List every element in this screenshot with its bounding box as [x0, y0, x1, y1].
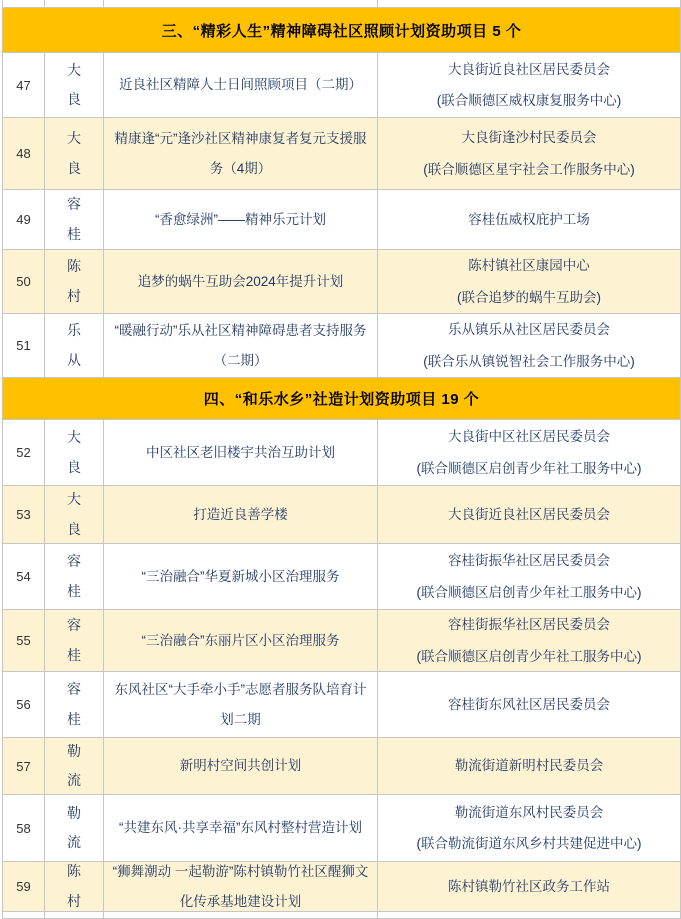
project-cell	[104, 53, 378, 117]
org-name: 容桂伍威权庇护工场	[468, 211, 590, 227]
org-partner: (联合乐从镇锐智社会工作服务中心)	[423, 353, 635, 369]
project-name: 中区社区老旧楼宇共治互助计划	[146, 444, 335, 460]
project-cell	[104, 795, 378, 861]
table-row	[3, 53, 681, 118]
org-cell	[378, 190, 681, 249]
district-cell	[45, 118, 104, 189]
district-label: 陈村	[67, 258, 81, 304]
project-name: “三治融合”东丽片区小区治理服务	[141, 632, 340, 648]
district-label: 大良	[67, 61, 81, 107]
org-name: 乐从镇乐从社区居民委员会	[448, 322, 610, 338]
org-partner: (联合顺德区启创青少年社工服务中心)	[416, 648, 642, 664]
district-label: 大良	[67, 429, 81, 475]
org-cell	[378, 420, 681, 485]
table-row	[3, 544, 681, 610]
district-cell	[45, 314, 104, 377]
project-name: 新明村空间共创计划	[179, 758, 302, 774]
row-number-cell: 49	[3, 190, 45, 249]
section-header-row	[3, 378, 681, 420]
org-cell	[378, 610, 681, 671]
project-name: 打造近良善学楼	[193, 506, 288, 522]
project-cell	[104, 672, 378, 737]
partial-row-bottom	[3, 912, 681, 919]
org-name: 大良街近良社区居民委员会	[448, 61, 610, 77]
project-name: 近良社区精障人士日间照顾项目（二期）	[119, 77, 362, 93]
district-cell	[45, 0, 104, 7]
district-cell	[45, 738, 104, 794]
project-name: 东风社区“大手牵小手”志愿者服务队培育计划二期	[114, 682, 367, 727]
district-label: 勒流	[67, 742, 81, 788]
project-cell	[104, 544, 378, 609]
partial-row-top	[3, 0, 681, 8]
section-header-row	[3, 8, 681, 53]
row-number-cell: 48	[3, 118, 45, 189]
district-cell	[45, 862, 104, 911]
district-label: 勒流	[67, 804, 81, 850]
org-partner: (联合追梦的蜗牛互助会)	[457, 289, 601, 305]
project-cell	[104, 912, 378, 918]
org-cell	[378, 250, 681, 313]
table-row	[3, 795, 681, 862]
project-cell	[104, 0, 378, 7]
row-number-cell: 53	[3, 486, 45, 543]
org-name: 容桂街振华社区居民委员会	[448, 553, 610, 569]
org-cell	[378, 53, 681, 117]
table-row	[3, 862, 681, 912]
row-number-cell	[3, 0, 45, 7]
district-cell	[45, 544, 104, 609]
row-number-cell: 51	[3, 314, 45, 377]
district-label: 陈村	[67, 863, 81, 909]
org-partner: (联合顺德区星宇社会工作服务中心)	[423, 161, 635, 177]
org-cell	[378, 795, 681, 861]
org-name: 容桂街东风社区居民委员会	[448, 696, 610, 712]
table-row	[3, 672, 681, 738]
district-label: 大良	[67, 130, 81, 176]
org-cell	[378, 544, 681, 609]
org-partner: (联合顺德区威权康复服务中心)	[436, 93, 622, 108]
org-name: 勒流街道东风村民委员会	[454, 804, 604, 820]
org-name: 容桂街振华社区居民委员会	[448, 617, 610, 633]
org-cell	[378, 738, 681, 794]
project-name: “暖融行动”乐从社区精神障碍患者支持服务（二期）	[114, 323, 367, 368]
org-cell	[378, 0, 681, 7]
project-cell	[104, 610, 378, 671]
district-cell	[45, 190, 104, 249]
table-row	[3, 486, 681, 544]
district-cell	[45, 53, 104, 117]
org-partner: (联合顺德区启创青少年社工服务中心)	[416, 460, 642, 476]
org-cell	[378, 314, 681, 377]
row-number-cell: 50	[3, 250, 45, 313]
project-cell	[104, 486, 378, 543]
table-row	[3, 118, 681, 190]
district-cell	[45, 795, 104, 861]
org-name: 大良街中区社区居民委员会	[448, 429, 610, 445]
district-label: 乐从	[67, 322, 81, 368]
project-cell	[104, 862, 378, 911]
row-number-cell: 58	[3, 795, 45, 861]
project-cell	[104, 190, 378, 249]
org-partner: (联合顺德区启创青少年社工服务中心)	[416, 584, 642, 600]
district-cell	[45, 486, 104, 543]
project-cell	[104, 250, 378, 313]
org-cell	[378, 862, 681, 911]
district-cell	[45, 250, 104, 313]
table-row	[3, 610, 681, 672]
district-cell	[45, 912, 104, 918]
project-name: “狮舞潮动 一起勒游”陈村镇勒竹社区醒狮文化传承基地建设计划	[112, 864, 369, 909]
row-number-cell: 52	[3, 420, 45, 485]
row-number-cell	[3, 912, 45, 918]
org-cell	[378, 486, 681, 543]
district-label: 容桂	[67, 553, 81, 599]
row-number-cell: 59	[3, 862, 45, 911]
project-name: “共建东风·共享幸福”东风村整村营造计划	[119, 820, 362, 836]
org-name: 勒流街道新明村民委员会	[454, 758, 604, 774]
project-name: 追梦的蜗牛互助会2024年提升计划	[137, 273, 344, 289]
section-4-title: 四、“和乐水乡”社造计划资助项目 19 个	[3, 378, 681, 419]
org-cell	[378, 672, 681, 737]
table-row	[3, 738, 681, 795]
org-cell	[378, 118, 681, 189]
project-cell	[104, 420, 378, 485]
district-label: 容桂	[67, 681, 81, 727]
row-number-cell: 56	[3, 672, 45, 737]
table-row	[3, 420, 681, 486]
table-row	[3, 250, 681, 314]
funded-projects-table	[2, 0, 681, 919]
table-row	[3, 190, 681, 250]
org-name: 陈村镇社区康园中心	[468, 258, 590, 274]
org-name: 大良街逢沙村民委员会	[461, 130, 597, 146]
org-name: 大良街近良社区居民委员会	[448, 506, 610, 522]
project-cell	[104, 314, 378, 377]
district-label: 容桂	[67, 196, 81, 242]
district-label: 大良	[67, 491, 81, 537]
project-name: 精康逢“元”逢沙社区精神康复者复元支援服务（4期）	[114, 131, 367, 176]
row-number-cell: 55	[3, 610, 45, 671]
project-name: “三治融合”华夏新城小区治理服务	[141, 568, 340, 584]
project-cell	[104, 738, 378, 794]
row-number-cell: 47	[3, 53, 45, 117]
row-number-cell: 54	[3, 544, 45, 609]
org-name: 陈村镇勒竹社区政务工作站	[448, 878, 610, 894]
org-partner: (联合勒流街道东风乡村共建促进中心)	[416, 836, 642, 851]
district-cell	[45, 420, 104, 485]
section-3-title: 三、“精彩人生”精神障碍社区照顾计划资助项目 5 个	[3, 8, 681, 52]
row-number-cell: 57	[3, 738, 45, 794]
district-cell	[45, 610, 104, 671]
project-cell	[104, 118, 378, 189]
table-row	[3, 314, 681, 378]
district-label: 容桂	[67, 617, 81, 663]
district-cell	[45, 672, 104, 737]
project-name: “香愈绿洲”——精神乐元计划	[155, 211, 326, 227]
org-cell	[378, 912, 681, 918]
